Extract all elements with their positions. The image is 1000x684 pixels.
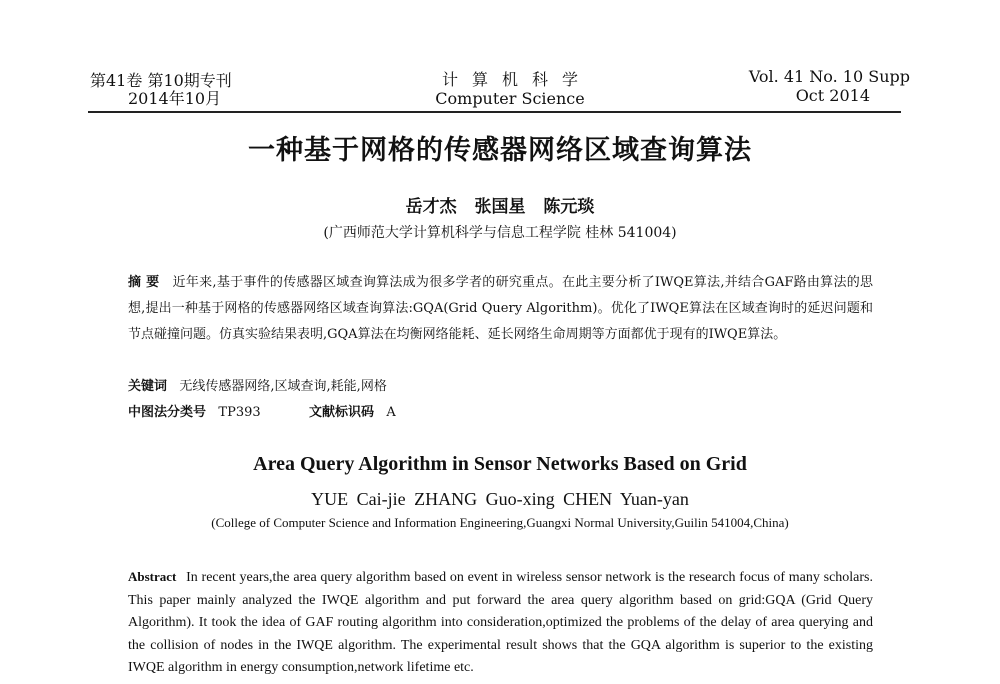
- abstract-en-text: In recent years,the area query algorithm based on event in wireless sensor network is the research focus of many scholars. This paper mainly analyzed the IWQE algorithm and put forward the area query algorithm based on grid:GQA (Grid Query Algorithm). It took the idea of GAF routing algorithm into consideration,optimized the problems of the delay of area querying and the collision of nodes in the IWQE algorithm. The experimental result shows that the GQA algorithm is superior to the existing IWQE algorithm in energy consumption,network lifetime etc.: [128, 570, 873, 675]
- keywords-cn: [128, 376, 873, 398]
- header-rule: [88, 111, 901, 113]
- doc-code-value: A: [386, 405, 396, 420]
- classification-line: [128, 402, 873, 424]
- doc-code-label: 文献标识码: [308, 405, 374, 420]
- abstract-en: [128, 566, 873, 680]
- affiliation-en: (College of Computer Science and Information Engineering,Guangxi Normal University,Guilin 541004,China): [211, 515, 789, 530]
- clc-label: 中图法分类号: [128, 405, 207, 420]
- paper-title-cn: 一种基于网格的传感器网络区域查询算法: [248, 135, 752, 166]
- abstract-en-label: Abstract: [128, 569, 177, 584]
- paper-title-en: Area Query Algorithm in Sensor Networks Based on Grid: [253, 453, 747, 475]
- abstract-cn-label: 摘 要: [128, 275, 160, 290]
- abstract-cn: [128, 270, 873, 348]
- keywords-label: 关键词: [128, 379, 168, 394]
- journal-name: [410, 70, 610, 108]
- journal-name-cn: 计算机科学: [441, 70, 592, 89]
- journal-name-en: Computer Science: [435, 89, 585, 108]
- journal-volume-en: [740, 67, 910, 105]
- volume-issue-cn: 第41卷 第10期专刊: [90, 71, 232, 90]
- keywords-text: 无线传感器网络,区域查询,耗能,网格: [179, 379, 387, 394]
- authors-en: YUE Cai-jie ZHANG Guo-xing CHEN Yuan-yan: [311, 489, 689, 509]
- authors-cn: 岳才杰 张国星 陈元琰: [405, 197, 595, 217]
- publication-date-cn: 2014年10月: [128, 89, 222, 108]
- journal-volume-cn: [90, 72, 232, 108]
- clc-value: TP393: [218, 405, 261, 420]
- publication-date-en: Oct 2014: [795, 86, 870, 105]
- volume-issue-en: Vol. 41 No. 10 Supp: [748, 67, 910, 86]
- affiliation-cn: (广西师范大学计算机科学与信息工程学院 桂林 541004): [323, 225, 677, 241]
- abstract-cn-text: 近年来,基于事件的传感器区域查询算法成为很多学者的研究重点。在此主要分析了IWQE算法,并结合GAF路由算法的思想,提出一种基于网格的传感器网络区域查询算法:GQA(Grid Query Algorithm)。优化了IWQE算法在区域查询时的延迟问题和节点碰撞问题。仿真实验结果表明,GQA算法在均衡网络能耗、延长网络生命周期等方面都优于现有的IWQE算法。: [128, 275, 874, 342]
